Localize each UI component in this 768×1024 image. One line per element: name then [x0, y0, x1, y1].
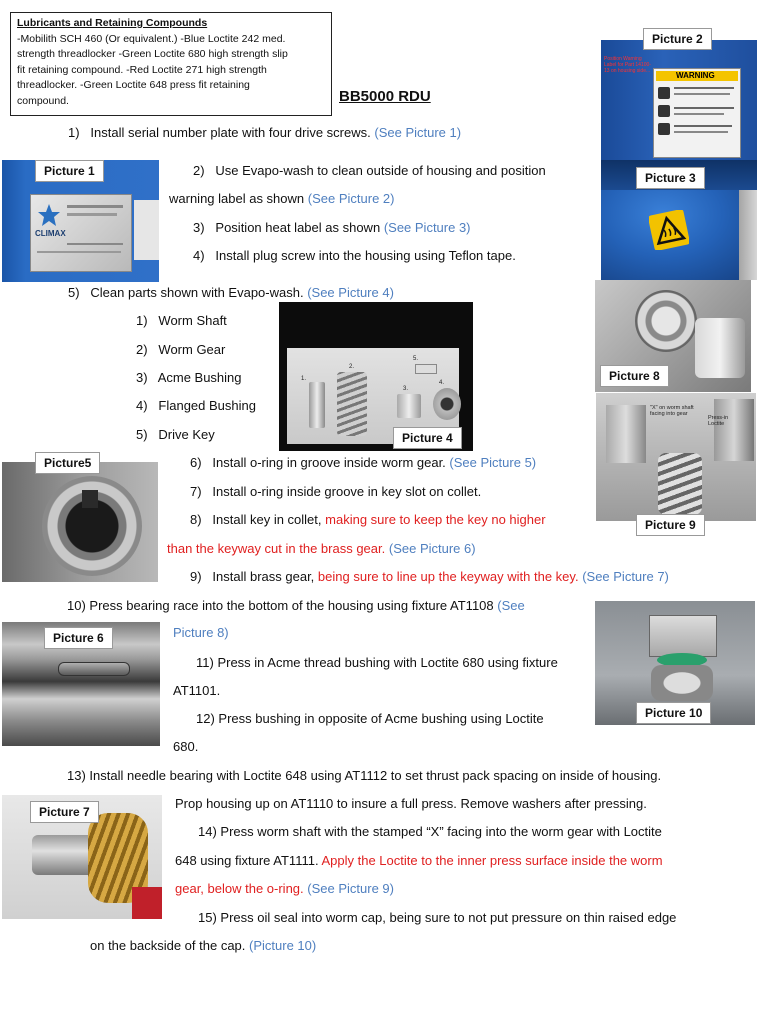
step-8-cont	[167, 541, 476, 557]
caption-picture-7: Picture 7	[30, 801, 99, 823]
notes-line: fit retaining compound. -Red Loctite 271 high strength	[17, 63, 267, 76]
flanged-bushing-part	[433, 388, 461, 420]
climax-logo-icon	[37, 203, 61, 227]
picture-ref: (See Picture 9)	[307, 881, 394, 896]
picture-ref: (See Picture 3)	[383, 220, 471, 235]
picture-ref: (See Picture 7)	[582, 569, 669, 584]
picture-ref: (See	[497, 598, 525, 613]
picture-9-note: "X" on worm shaft facing into gear	[650, 405, 694, 417]
step-5: 5) Clean parts shown with Evapo-wash. (See Picture 4)	[68, 285, 394, 300]
picture-ref: (See Picture 1)	[374, 125, 462, 140]
picture-5-photo	[2, 462, 158, 582]
caution-text: gear, below the o-ring.	[175, 881, 304, 896]
notes-heading: Lubricants and Retaining Compounds	[17, 17, 208, 29]
acme-bushing-part	[397, 394, 421, 418]
warning-text: WARNING	[676, 71, 715, 80]
notes-line: strength threadlocker -Green Loctite 680 high strength slip	[17, 48, 288, 61]
caution-text: than the keyway cut in the brass gear.	[167, 541, 386, 556]
picture-ref: Picture 8)	[173, 625, 229, 640]
step-13-cont: Prop housing up on AT1110 to insure a full press. Remove washers after pressing.	[175, 796, 647, 811]
step-12-cont: 680.	[173, 739, 199, 754]
step-2-cont: warning label as shown (See Picture 2)	[169, 191, 395, 206]
picture-9-photo	[596, 393, 756, 521]
part-label: 3.	[403, 386, 409, 392]
step-13: 13) Install needle bearing with Loctite 648 using AT1112 to set thrust pack spacing on inside of housing.	[67, 768, 662, 783]
caption-picture-5: Picture5	[35, 452, 100, 474]
step-10-cont	[173, 625, 229, 641]
step-11: 11) Press in Acme thread bushing with Loctite 680 using fixture	[196, 655, 558, 670]
plate-brand: CLIMAX	[35, 229, 66, 238]
part-list-item: 2) Worm Gear	[136, 342, 226, 357]
step-14-cont2	[175, 881, 394, 897]
caution-text: being sure to line up the keyway with the key.	[317, 569, 579, 584]
step-7: 7) Install o-ring inside groove in key slot on collet.	[190, 484, 482, 499]
picture-ref: (See Picture 4)	[307, 285, 394, 300]
part-list-item: 4) Flanged Bushing	[136, 398, 256, 413]
picture-ref: (See Picture 2)	[307, 191, 395, 206]
caption-picture-3: Picture 3	[636, 167, 705, 189]
picture-ref: (Picture 10)	[249, 938, 317, 953]
part-label: 5.	[413, 356, 419, 362]
step-2: 2) Use Evapo-wash to clean outside of housing and position	[193, 163, 546, 178]
picture-2-red-note: Position Warning Label for Part 14100-13 on housing side...	[604, 56, 651, 74]
step-14-cont: 648 using fixture AT1111. Apply the Loctite to the inner press surface inside the worm	[175, 853, 663, 868]
part-label: 4.	[439, 380, 445, 386]
warning-label	[653, 68, 741, 158]
step-14: 14) Press worm shaft with the stamped “X” facing into the worm gear with Loctite	[198, 824, 662, 839]
part-list-item: 3) Acme Bushing	[136, 370, 242, 385]
lubricants-note-box	[10, 12, 332, 116]
caption-picture-4: Picture 4	[393, 427, 462, 449]
caption-picture-2: Picture 2	[643, 28, 712, 50]
step-8: 8) Install key in collet, making sure to keep the key no higher	[190, 512, 546, 527]
drive-key-part	[415, 364, 437, 374]
worm-shaft-part	[309, 382, 325, 428]
part-label: 2.	[349, 364, 355, 370]
picture-ref: (See Picture 5)	[449, 455, 537, 470]
caption-picture-9: Picture 9	[636, 514, 705, 536]
page-title: BB5000 RDU	[339, 88, 431, 105]
step-11-cont: AT1101.	[173, 683, 221, 698]
picture-9-note2: Press-in Loctite	[708, 415, 729, 427]
step-3: 3) Position heat label as shown (See Picture 3)	[193, 220, 471, 235]
step-12: 12) Press bushing in opposite of Acme bushing using Loctite	[196, 711, 544, 726]
serial-plate	[30, 194, 132, 272]
caution-text: making sure to keep the key no higher	[325, 512, 546, 527]
part-label: 1.	[301, 376, 307, 382]
step-6: 6) Install o-ring in groove inside worm gear. (See Picture 5)	[190, 455, 537, 470]
heat-warning-icon	[649, 210, 689, 250]
drive-key-photo	[58, 662, 130, 676]
caption-picture-6: Picture 6	[44, 627, 113, 649]
caption-picture-10: Picture 10	[636, 702, 711, 724]
step-15-cont: on the backside of the cap. (Picture 10)	[90, 938, 317, 953]
notes-line: compound.	[17, 94, 69, 107]
picture-ref: (See Picture 6)	[388, 541, 476, 556]
worm-gear-part	[337, 372, 367, 436]
part-list-item: 1) Worm Shaft	[136, 313, 227, 328]
notes-line: -Mobilith SCH 460 (Or equivalent.) -Blue Loctite 242 med.	[17, 32, 286, 45]
step-4: 4) Install plug screw into the housing using Teflon tape.	[193, 248, 516, 263]
caution-text: Apply the Loctite to the inner press surface inside the worm	[321, 853, 663, 868]
worm-gear-photo	[658, 453, 702, 515]
notes-line: threadlocker. -Green Loctite 648 press fit retaining	[17, 79, 250, 92]
step-10: 10) Press bearing race into the bottom of the housing using fixture AT1108 (See	[67, 598, 525, 613]
step-15: 15) Press oil seal into worm cap, being sure to not put pressure on thin raised edge	[198, 910, 677, 925]
press-fixture-photo	[649, 615, 717, 657]
step-9: 9) Install brass gear, being sure to line up the keyway with the key. (See Picture 7)	[190, 569, 669, 584]
warning-header	[656, 71, 738, 81]
part-list-item: 5) Drive Key	[136, 427, 215, 442]
step-1: 1) Install serial number plate with four drive screws. (See Picture 1)	[68, 125, 462, 140]
caption-picture-8: Picture 8	[600, 365, 669, 387]
picture-2-photo	[601, 40, 757, 160]
caption-picture-1: Picture 1	[35, 160, 104, 182]
